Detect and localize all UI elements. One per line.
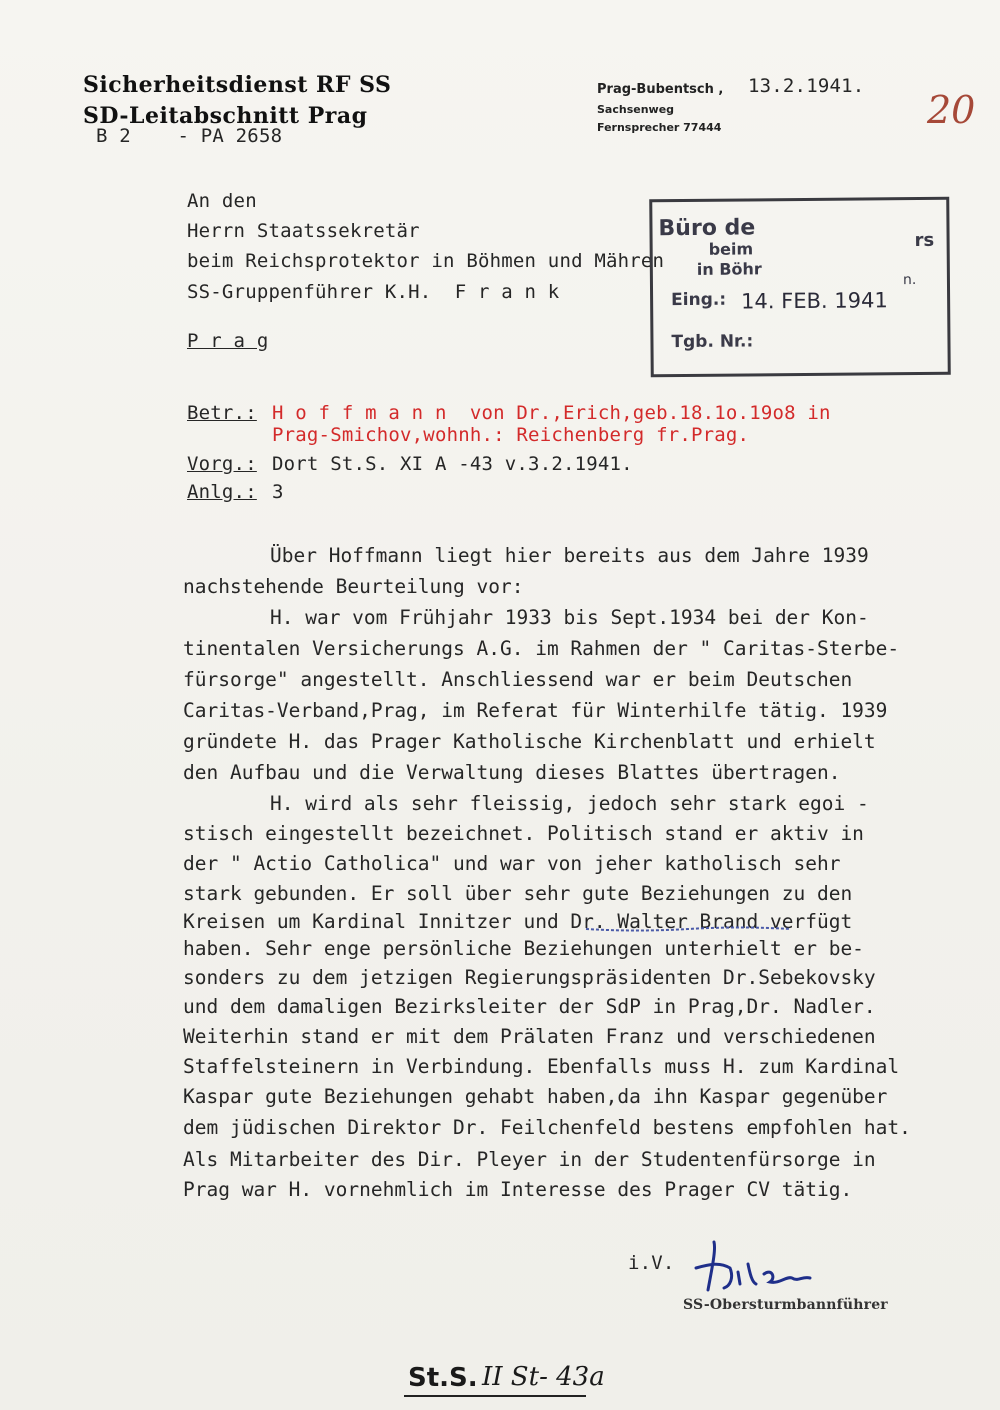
body-line: Kreisen um Kardinal Innitzer und Dr. Walter Brand verfügt bbox=[183, 910, 853, 933]
address-line: beim Reichsprotektor in Böhmen und Mähren bbox=[187, 250, 665, 272]
body-line: den Aufbau und die Verwaltung dieses Blattes übertragen. bbox=[183, 761, 841, 784]
stamp-line: in Böhr bbox=[696, 259, 762, 279]
body-line: der " Actio Catholica" und war von jeher katholisch sehr bbox=[183, 852, 841, 875]
body-line: nachstehende Beurteilung vor: bbox=[183, 575, 524, 598]
betr-label: Betr.: bbox=[187, 402, 257, 424]
body-line: H. war vom Frühjahr 1933 bis Sept.1934 bei der Kon- bbox=[270, 606, 869, 629]
org-unit: SD-Leitabschnitt Prag bbox=[83, 103, 368, 129]
body-line: Weiterhin stand er mit dem Prälaten Franz und verschiedenen bbox=[183, 1025, 876, 1048]
address-city: P r a g bbox=[187, 330, 269, 352]
vorg-label: Vorg.: bbox=[187, 453, 257, 475]
body-line: Über Hoffmann liegt hier bereits aus dem Jahre 1939 bbox=[270, 544, 869, 567]
stamp-eing-label: Eing.: bbox=[671, 289, 727, 311]
anlg-label: Anlg.: bbox=[187, 481, 257, 503]
betr-line: H o f f m a n n von Dr.,Erich,geb.18.1o.19o8 in bbox=[272, 402, 831, 424]
stamp-line: Büro de bbox=[658, 215, 756, 242]
body-line: Staffelsteinern in Verbindung. Ebenfalls muss H. zum Kardinal bbox=[183, 1055, 900, 1078]
stamp-line: rs bbox=[914, 229, 935, 251]
body-line: stark gebunden. Er soll über sehr gute Beziehungen zu den bbox=[183, 882, 853, 905]
signature-mark bbox=[690, 1238, 830, 1298]
body-line: und dem damaligen Bezirksleiter der SdP in Prag,Dr. Nadler. bbox=[183, 995, 876, 1018]
stamp-eing-date: 14. FEB. 1941 bbox=[741, 288, 888, 314]
body-line: Kaspar gute Beziehungen gehabt haben,da ihn Kaspar gegenüber bbox=[183, 1085, 888, 1108]
footer-file-ref: St.S. bbox=[408, 1363, 478, 1393]
org-name: Sicherheitsdienst RF SS bbox=[83, 72, 392, 98]
body-line: gründete H. das Prager Katholische Kirchenblatt und erhielt bbox=[183, 730, 876, 753]
body-line: tinentalen Versicherungs A.G. im Rahmen der " Caritas-Sterbe- bbox=[183, 637, 900, 660]
iv-label: i.V. bbox=[628, 1252, 675, 1274]
street: Sachsenweg bbox=[597, 103, 675, 116]
body-line: haben. Sehr enge persönliche Beziehungen unterhielt er be- bbox=[183, 937, 864, 960]
vorg-text: Dort St.S. XI A -43 v.3.2.1941. bbox=[272, 453, 633, 475]
underline-mark bbox=[584, 925, 792, 933]
body-line: fürsorge" angestellt. Anschliessend war er beim Deutschen bbox=[183, 668, 853, 691]
body-line: dem jüdischen Direktor Dr. Feilchenfeld bestens empfohlen hat. bbox=[183, 1116, 911, 1139]
signature-rank: SS-Obersturmbannführer bbox=[683, 1297, 888, 1313]
body-line: Prag war H. vornehmlich im Interesse des Prager CV tätig. bbox=[183, 1178, 853, 1201]
address-line: An den bbox=[187, 190, 257, 212]
stamp-line: n. bbox=[902, 271, 917, 289]
address-line: SS-Gruppenführer K.H. F r a n k bbox=[187, 281, 560, 303]
stamp-line: beim bbox=[708, 239, 754, 259]
address-line: Herrn Staatssekretär bbox=[187, 220, 420, 242]
footer-underline bbox=[404, 1395, 586, 1397]
body-line: stisch eingestellt bezeichnet. Politisch stand er aktiv in bbox=[183, 822, 864, 845]
phone: Fernsprecher 77444 bbox=[597, 121, 722, 134]
receipt-stamp bbox=[649, 197, 951, 378]
margin-note: 20 bbox=[927, 88, 976, 132]
footer-file-ref-hand: II St- 43a bbox=[482, 1362, 605, 1392]
place-label: Prag-Bubentsch , bbox=[597, 82, 724, 97]
body-line: sonders zu dem jetzigen Regierungspräsidenten Dr.Sebekovsky bbox=[183, 966, 876, 989]
file-reference: B 2 - PA 2658 bbox=[96, 125, 283, 147]
body-line: Als Mitarbeiter des Dir. Pleyer in der Studentenfürsorge in bbox=[183, 1148, 876, 1171]
betr-line: Prag-Smichov,wohnh.: Reichenberg fr.Prag. bbox=[272, 424, 750, 446]
anlg-text: 3 bbox=[272, 481, 284, 503]
letter-date: 13.2.1941. bbox=[748, 75, 865, 97]
body-line: H. wird als sehr fleissig, jedoch sehr stark egoi - bbox=[270, 792, 869, 815]
stamp-tgb-label: Tgb. Nr.: bbox=[671, 331, 754, 353]
body-line: Caritas-Verband,Prag, im Referat für Winterhilfe tätig. 1939 bbox=[183, 699, 888, 722]
